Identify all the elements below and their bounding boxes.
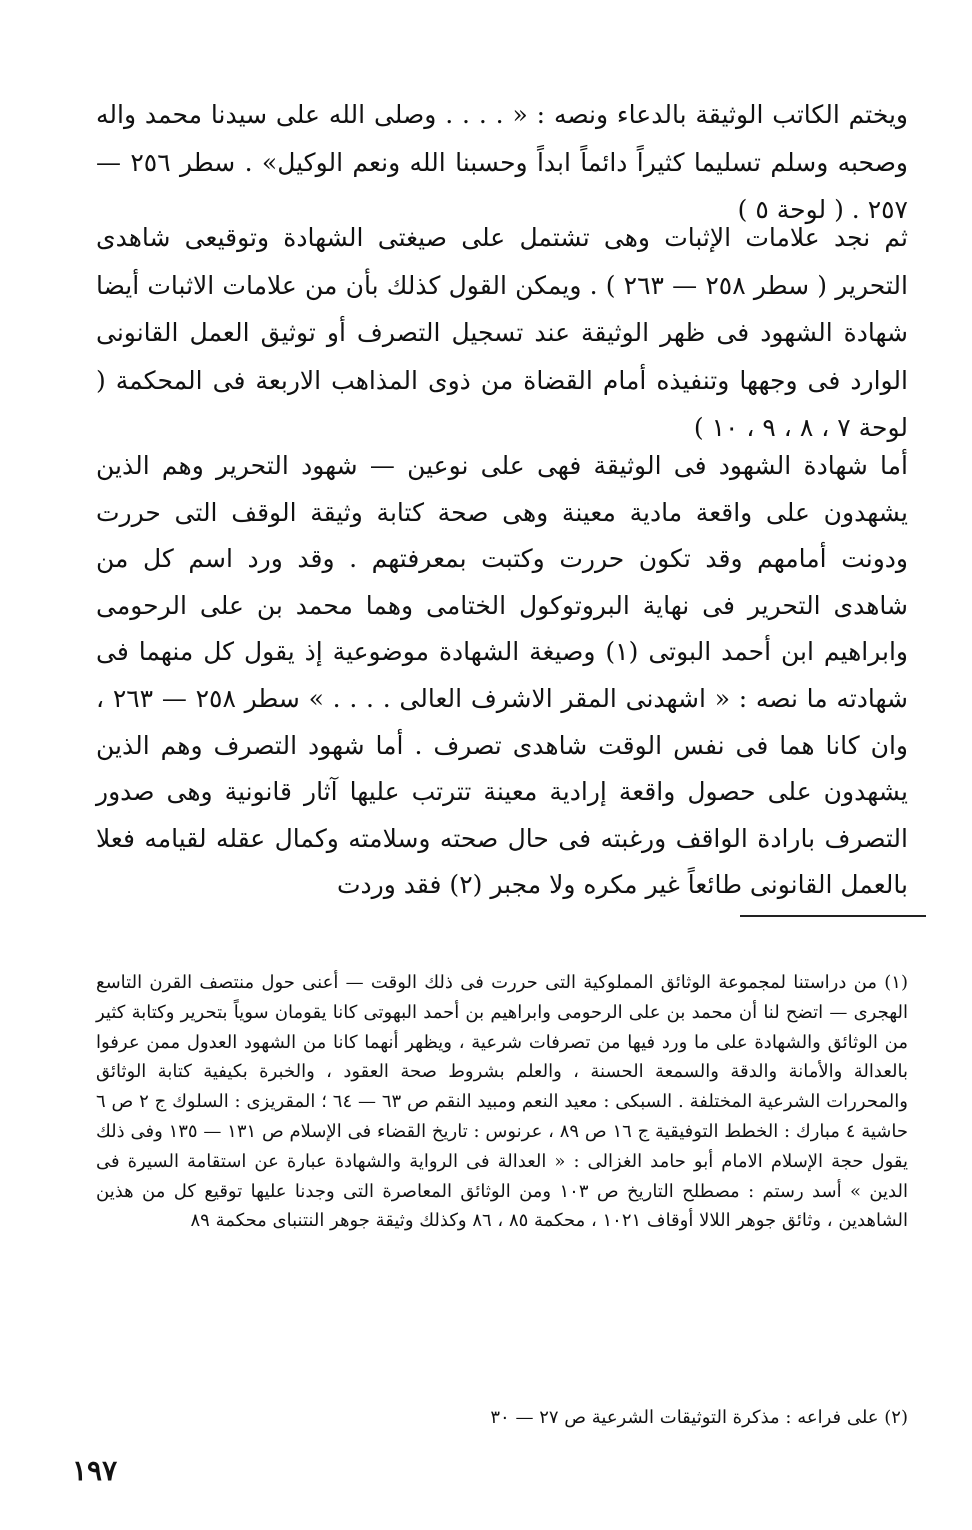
paragraph-attestation-marks: ثم نجد علامات الإثبات وهى تشتمل على صيغتى الشهادة وتوقيعى شاهدى التحرير ( سطر ٢٥٨ — ٢٦٣ ) . ويمكن القول كذلك بأن من علامات الاثبات أيضا شهادة الشهود فى ظهر الوثيقة عند تسجيل التصرف أو توثيق العمل القانونى الوارد فى وجهها وتنفيذه أمام القضاة من ذوى المذاهب الاربعة فى المحكمة ( لوحة ٧ ، ٨ ، ٩ ، ١٠ ): [96, 223, 908, 442]
footnote-2: (٢) على فراعه : مذكرة التوثيقات الشرعية ص ٢٧ — ٣٠: [490, 1407, 908, 1428]
paragraph-witness-testimony: أما شهادة الشهود فى الوثيقة فهى على نوعين — شهود التحرير وهم الذين يشهدون على واقعة مادية معينة وهى صحة كتابة وثيقة الوقف التى حررت ودونت أمامهم وقد تكون حررت وكتبت بمعرفتهم . وقد ورد اسم كل من شاهدى التحرير فى نهاية البروتوكول الختامى وهما محمد بن على الرحومى وابراهيم ابن أحمد البوتى (١) وصيغة الشهادة موضوعية إذ يقول كل منهما فى شهادته ما نصه : « اشهدنى المقر الاشرف العالى . . . . » سطر ٢٥٨ — ٢٦٣ ، وان كانا هما فى نفس الوقت شاهدى تصرف . أما شهود التصرف وهم الذين يشهدون على حصول واقعة إرادية معينة تترتب عليها آثار قانونية وهى صدور التصرف بارادة الواقف ورغبته فى حال صحته وسلامته وكمال عقله لقيامه فعلا بالعمل القانونى طائعاً غير مكره ولا مجبر (٢) فقد وردت: [96, 451, 908, 900]
footnote-1: (١) من دراستنا لمجموعة الوثائق المملوكية التى حررت فى ذلك الوقت — أعنى حول منتصف القرن التاسع الهجرى — اتضح لنا أن محمد بن على الرحومى وابراهيم بن أحمد البهوتى كانا يقومان سوياً بتحرير وكتابة كثير من الوثائق والشهادة على ما ورد فيها من تصرفات شرعية ، ويظهر أنهما كانا من الشهود العدول ممن عرفوا بالعدالة والأمانة والدقة والسمعة الحسنة ، والعلم بشروط صحة العقود ، والخبرة بكيفية كتابة الوثائق والمحررات الشرعية المختلفة . السبكى : معيد النعم ومبيد النقم ص ٦٣ — ٦٤ ؛ المقريزى : السلوك ج ٢ ص ٦ حاشية ٤ مبارك : الخطط التوفيقية ج ١٦ ص ٨٩ ، عرنوس : تاريخ القضاء فى الإسلام ص ١٣١ — ١٣٥ وفى ذلك يقول حجة الإسلام الامام أبو حامد الغزالى : « العدالة فى الرواية والشهادة عبارة عن استقامة السيرة فى الدين » أسد رستم : مصطلح التاريخ ص ١٠٣ ومن الوثائق المعاصرة التى وجدنا عليها توقيع كل من هذين الشاهدين ، وثائق جوهر اللالا أوقاف ١٠٢١ ، محكمة ٨٥ ، ٨٦ وكذلك وثيقة جوهر النتنباى محكمة ٨٩: [96, 972, 908, 1232]
paragraph-closing-prayer: ويختم الكاتب الوثيقة بالدعاء ونصه : « . . . . وصلى الله على سيدنا محمد واله وصحبه وسلم تسليما كثيراً دائماً ابداً وحسبنا الله ونعم الوكيل» . سطر ٢٥٦ — ٢٥٧ . ( لوحة ٥ ): [96, 100, 908, 224]
footnote-separator: [740, 915, 926, 917]
page-number: ١٩٧: [72, 1454, 118, 1487]
